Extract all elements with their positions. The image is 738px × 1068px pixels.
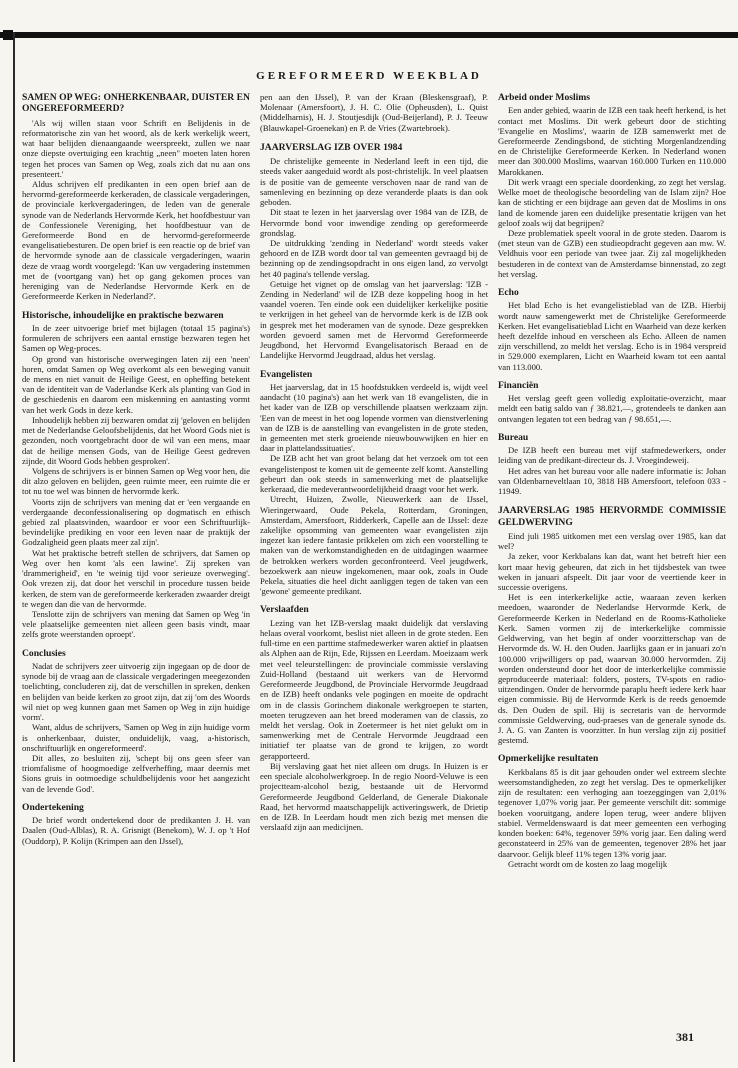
paragraph: De brief wordt ondertekend door de predikanten J. H. van Daalen (Oud-Alblas), R. A. Grisnigt (Benekom), W. J. op 't Hof (Ouddorp), P. Kolijn (Krimpen aan den IJssel), <box>22 815 250 846</box>
top-rule <box>0 32 738 38</box>
paragraph: Het blad Echo is het evangelistieblad van de IZB. Hierbij wordt nauw samengewerkt met de Christelijke Gereformeerde Kerken. Het evangelisatieblad Licht en Waarheid van deze kerken heeft dezelfde inhoud en verscheen als Echo. Alleen de namen zijn verschillend, zo meldt het verslag. Echo is in 1984 verspreid in 529.000 exemplaren, Licht en Waarheid kwam tot een aantal van 113.000. <box>498 300 726 372</box>
paragraph: Op grond van historische overwegingen laten zij een 'neen' horen, omdat Samen op Weg overkomt als een beweging vanuit de mens en niet vanuit de Heilige Geest, en opheffing betekent van de identiteit van de Vaderlandse Kerk als planting van God in de geschiedenis en daarom een miskenning en aantasting vormt van het werk Gods in deze kerk. <box>22 353 250 415</box>
article-heading: SAMEN OP WEG: ONHERKENBAAR, DUISTER EN ONGEREFORMEERD? <box>22 92 250 115</box>
section-heading: Opmerkelijke resultaten <box>498 753 599 765</box>
section-heading: Verslaafden <box>260 604 309 616</box>
paragraph: Wat het praktische betreft stellen de schrijvers, dat Samen op Weg over hen komt 'als een lawine'. Zij spreken van 'drammerigheid', en 'te weinig tijd voor serieuze overweging'. Ook vrezen zij, dat door het verschil in procedure tussen beide kerken, de stem van de gereformeerde kerkeraden zwaarder dreigt te wegen dan die van de hervormde. <box>22 547 250 609</box>
paragraph: De IZB acht het van groot belang dat het verzoek om tot een evangelistenpost te komen uit de gemeente zelf komt. Aanstelling gebeurt dan ook steeds in samenwerking met de plaatselijke kerkeraad, die medeverantwoordelijkheid draagt voor het werk. <box>260 453 488 495</box>
section-heading: Conclusies <box>22 647 66 659</box>
paragraph: De christelijke gemeente in Nederland leeft in een tijd, die steeds vaker aangeduid wordt als post-christelijk. In veel plaatsen is de positie van de gemeente verschoven naar de rand van de samenleving en bezinning op deze veranderde plaats is dan ook geboden. <box>260 156 488 208</box>
paragraph: De IZB heeft een bureau met vijf stafmedewerkers, onder leiding van de predikant-directeur ds. J. Vroegindeweij. <box>498 445 726 466</box>
paragraph: Voorts zijn de schrijvers van mening dat er 'een vergaande en verdergaande deconfessionalisering op dogmatisch en ethisch gebied zal plaatsvinden, waardoor er voor een Schriftuurlijk-bevindelijke prediking en voor een leven naar de praktijk der Godzaligheid geen plaats meer zal zijn'. <box>22 496 250 548</box>
column-1 <box>22 92 250 1022</box>
section-heading: Bureau <box>498 431 529 443</box>
paragraph: Bij verslaving gaat het niet alleen om drugs. In Huizen is er een speciale alcoholwerkgroep. In de regio Noord-Veluwe is een projectteam-alcohol bezig, bestaande uit de Hervormd Gereformeerde Jeugdbond Gelderland, de Generale Diakonale Raad, het hervormd maatschappelijk activeringswerk, de Drietip en de IZB. In Leerdam houdt men zich bezig met mensen die verslaafd zijn aan medicijnen. <box>260 760 488 833</box>
section-heading: Historische, inhoudelijke en praktische bezwaren <box>22 309 224 321</box>
column-3 <box>498 92 726 1022</box>
paragraph: Lezing van het IZB-verslag maakt duidelijk dat verslaving helaas overal voorkomt, beslist niet alleen in de grote steden. Een full-time en een parttime stafmedewerker waren aktief in plaatsen als Alphen aan de Rijn, Ede, Rijssen en Leerdam. Moeizaam werk met veel teleurstellingen: de provinciale commissie verslaving Zuid-Holland (bestaand uit werkers van de Hervormd Gereformeerde Jeugdbond, de Provinciale Hervormde Jeugdraad en de IZB) heeft ondanks vele pogingen en moeite de opdracht om in de classis Gorinchem diakonale werkgroepen te starten, moeten terugzeven aan het breed moderamen van de classis, zo meldt het verslag. Ook in Zoetermeer is het niet gelukt om in samenwerking met de Centrale Hervormde Jeugdraad een initiatief ter plaatse van de grond te krijgen, zo wordt gerapporteerd. <box>260 617 488 761</box>
paragraph: Inhoudelijk hebben zij bezwaren omdat zij 'geloven en belijden met de Nederlandse Geloofsbelijdenis, dat het Woord Gods niet is gezonden, noch voortgebracht door de wil van een mens, maar dat de heilige mensen Gods, van de Heilige Geest gedreven zijnde, dit Woord Gods hebben gesproken'. <box>22 414 250 466</box>
article-columns <box>22 92 728 1022</box>
section-heading: Evangelisten <box>260 368 313 380</box>
paragraph: Ja zeker, voor Kerkbalans kan dat, want het betreft hier een kort maar hevig gebeuren, dat zich in het tijdsbestek van twee weken in januari afspeelt. Dit jaar voor de veertiende keer in successie overigens. <box>498 551 726 592</box>
paragraph: 'Als wij willen staan voor Schrift en Belijdenis in de reformatorische zin van het woord, als de kerk werkelijk weert, wat haar belijden dienaangaande weerspreekt, zullen we naar onze diepste overtuiging een krachtig „neen" moeten laten horen tegen het proces van Samen op Weg, zoals zich dat nu aan ons presenteert.' <box>22 117 250 179</box>
section-heading: Ondertekening <box>22 801 84 813</box>
paragraph: Getuige het vignet op de omslag van het jaarverslag: 'IZB - Zending in Nederland' wil de IZB deze koppeling hoog in het vaandel voeren. Ten einde ook een duidelijker kerkelijke positie te verkrijgen in het geheel van de hervormde kerk is de IZB ook in gesprek met het moderamen van de synode. Deze gesprekken worden gevoerd samen met de Hervormd Gereformeerde Jeugdbond, het Hervormd Evangelisatorisch Beraad en de Landelijke Hervormd Jeugdraad, aldus het verslag. <box>260 278 488 361</box>
paragraph: Deze problematiek speelt vooral in de grote steden. Daarom is (met steun van de GZB) een studieopdracht gegeven aan mw. W. Veldhuis voor een periode van twee jaar. Zij zal mogelijkheden bestuderen in de context van de Amsterdamse binnenstad, zo zegt het verslag. <box>498 227 726 279</box>
paragraph: Volgens de schrijvers is er binnen Samen op Weg voor hen, die dit alzo geloven en belijden, geen ruimte meer, een ruimte die er tot nu toe wel was binnen de hervormde kerk. <box>22 465 250 497</box>
paragraph: De uitdrukking 'zending in Nederland' wordt steeds vaker gehoord en de IZB wordt door tal van gemeenten gevraagd bij de bezinning op de zendingsopdracht in ons eigen land, zo vervolgt het 40 pagina's tellende verslag. <box>260 237 488 279</box>
paragraph: Aldus schrijven elf predikanten in een open brief aan de hervormd-gereformeerde kerkeraden, de classicale vergaderingen, de provinciale kerkvergaderingen, de leden van de generale synode van de Nederlands Hervormde Kerk, het hoofdbestuur van de Confessionele Vereniging, het hoofdbestuur van de Gereformeerde Bond en de hervormd-gereformeerde evangelisatiebesturen. De open brief is een reactie op de brief van de hervormde synode aan de classicale vergaderingen, waarin deze de vraag wordt voorgelegd: 'Kan uw vergadering instemmen met de (voortgang van) het op gang gekomen proces van hereniging van de Nederlandse Hervormde Kerk en de Gereformeerde Kerken in Nederland?'. <box>22 178 250 302</box>
column-2 <box>260 92 488 1022</box>
paragraph: Het verslag geeft geen volledig exploitatie-overzicht, maar meldt een batig saldo van ƒ 38.821,—, grotendeels te danken aan ontvangen legaten tot een bedrag van ƒ 98.651,—. <box>498 393 726 424</box>
paragraph: Eind juli 1985 uitkomen met een verslag over 1985, kan dat wel? <box>498 530 726 552</box>
left-binding-rule <box>13 32 15 1062</box>
paragraph: In de zeer uitvoerige brief met bijlagen (totaal 15 pagina's) formuleren de schrijvers een aantal ernstige bezwaren tegen het Samen op Weg-proces. <box>22 322 250 354</box>
page-number: 381 <box>676 1030 694 1044</box>
paragraph: Tenslotte zijn de schrijvers van mening dat Samen op Weg 'in vele plaatselijke gemeenten niet alleen geen basis vindt, maar zelfs grote weerstanden oproept'. <box>22 609 250 640</box>
paragraph: Kerkbalans 85 is dit jaar gehouden onder wel extreem slechte weersomstandigheden, zo zegt het verslag. Des te opmerkelijker zijn de resultaten: een verhoging aan toezeggingen van 2,01% tegenover 1,07% vorig jaar. Per gemeente verschilt dit: sommige boeken vooruitgang, andere lopen terug, weer andere blijven stabiel. Vermeldenswaard is dat meer gemeenten een verhoging konden boeken: 64%, tegenover 59% vorig jaar. Een daling werd geconstateerd in 25% van de gemeenten, tegenover 28% het jaar daarvoor. Gelijk bleef 11% tegen 13% vorig jaar. <box>498 766 726 859</box>
paragraph: Een ander gebied, waarin de IZB een taak heeft herkend, is het contact met Moslims. Dit werk gebeurt door de stichting 'Evangelie en Moslims', waarin de IZB samenwerkt met de Gereformeerde Zendingsbond, de stichting Morgenlandzending en de Christelijke Gereformeerde Kerken. In Nederland wonen meer dan 300.000 Moslims, waarvan 160.000 Turken en 110.000 Marokkanen. <box>498 105 726 177</box>
paragraph: Het jaarverslag, dat in 15 hoofdstukken verdeeld is, wijdt veel aandacht (10 pagina's) aan het werk van 18 evangelisten, die in het kader van de IZB op verschillende plaatsen werkzaam zijn. 'Een van de meest in het oog lopende vormen van dienstverlening van de IZB is de aanstelling van evangelisten in de grote steden, in gemeenten met sterk groeiende nieuwbouwwijken en hier en daar in plattelandssituaties'. <box>260 381 488 454</box>
article-heading: JAARVERSLAG 1985 HERVORMDE COMMISSIE GELDWERVING <box>498 505 726 528</box>
paragraph: Getracht wordt om de kosten zo laag mogelijk <box>508 858 668 869</box>
paragraph: pen aan den IJssel), P. van der Kraan (Bleskensgraaf), P. Molenaar (Amersfoort), J. H. C. Olie (Opheusden), L. Quist (Middelharnis), H. J. Stoutjesdijk (Oud-Beijerland), P. J. Teeuw (Blauwkapel-Groenekan) en P. de Vries (Zwartebroek). <box>260 92 488 133</box>
paragraph: Het is een interkerkelijke actie, waaraan zeven kerken meedoen, waaronder de Nederlandse Hervormde Kerk, de Gereformeerde Kerken in Nederland en de Rooms-Katholieke Kerk. Samen vormen zij de interkerkelijke commissie Geldwerving, van het begin af onder voorzitterschap van de Hervormde ds. W. H. den Ouden. Jaarlijks gaan er in januari zo'n 100.000 vrijwilligers op pad, waarvan 30.000 hervormden. Zij worden ondersteund door het door de interkerkelijke commissie geproduceerde materiaal: folders, posters, TV-spots en radio-uitzendingen. Onder de hervormde paraplu heeft iedere kerk haar eigen commissie. Bij de Hervormde Kerk is de reeds genoemde ds. Den Ouden de spil. Hij is secretaris van de hervormde commissie Geldwerving, oud-praeses van de generale synode ds. J. A. G. van Zanten is voorzitter. In hun verslag zijn zij positief gestemd. <box>498 592 726 746</box>
paragraph: Nadat de schrijvers zeer uitvoerig zijn ingegaan op de door de synode bij de vraag aan de classicale vergaderingen meegezonden toelichting, concluderen zij, dat de verschillen in spreken, denken en belijden van beide kerken zo groot zijn, dat zij 'om des Woords wil niet op weg kunnen gaan met Samen op Weg in zijn huidige vorm'. <box>22 660 250 723</box>
article-heading: JAARVERSLAG IZB OVER 1984 <box>260 141 403 153</box>
paragraph: Dit alles, zo besluiten zij, 'schept bij ons geen sfeer van triomfalisme of hoogmoedige zelfverheffing, maar deernis met Sions gruis in ootmoedige schuldbelijdenis voor het aangezicht van de levende God'. <box>22 752 250 794</box>
paragraph: Want, aldus de schrijvers, 'Samen op Weg in zijn huidige vorm is onherkenbaar, duister, onduidelijk, vaag, a-historisch, onschriftuurlijk en ongereformeerd'. <box>22 722 250 753</box>
paragraph: Het adres van het bureau voor alle nadere informatie is: Johan van Oldenbarneveltlaan 10, 3818 HB Amersfoort, telefoon 033 - 11949. <box>498 465 726 497</box>
paragraph: Dit staat te lezen in het jaarverslag over 1984 van de IZB, de Hervormde bond voor inwendige zending op gereformeerde grondslag. <box>260 207 488 238</box>
section-heading: Echo <box>498 287 519 299</box>
paragraph: Utrecht, Huizen, Zwolle, Nieuwerkerk aan de IJssel, Wieringerwaard, Oude Pekela, Rotterdam, Groningen, Amsterdam, Amersfoort, Ridderkerk, Capelle aan de IJssel: deze zakelijke opsomming van gemeenten waar evangelisten zijn ingezet kan iedere fantasie prikkelen om zich een voorstelling te maken van de werkomstandigheden en de uitdagingen waarmee de betrokken werkers worden geconfronteerd. Veel jeugdwerk, bezoekwerk aan nieuw ingekomenen, maar ook, zoals in Oude Pekela, situaties die heel dicht aanliggen tegen de taken van een 'gewone' gemeente predikant. <box>260 494 488 597</box>
paragraph: Dit werk vraagt een speciale doordenking, zo zegt het verslag. Welke moet de theologische beoordeling van de Islam zijn? Hoe kan de stichting er een bijdrage aan geven dat de Moslims in ons land de komende jaren een duidelijke presentatie krijgen van het geloof zoals wij dat begrijpen? <box>498 176 726 228</box>
running-header: GEREFORMEERD WEEKBLAD <box>256 70 482 82</box>
section-heading: Financiën <box>498 379 539 391</box>
section-heading: Arbeid onder Moslims <box>498 92 591 103</box>
